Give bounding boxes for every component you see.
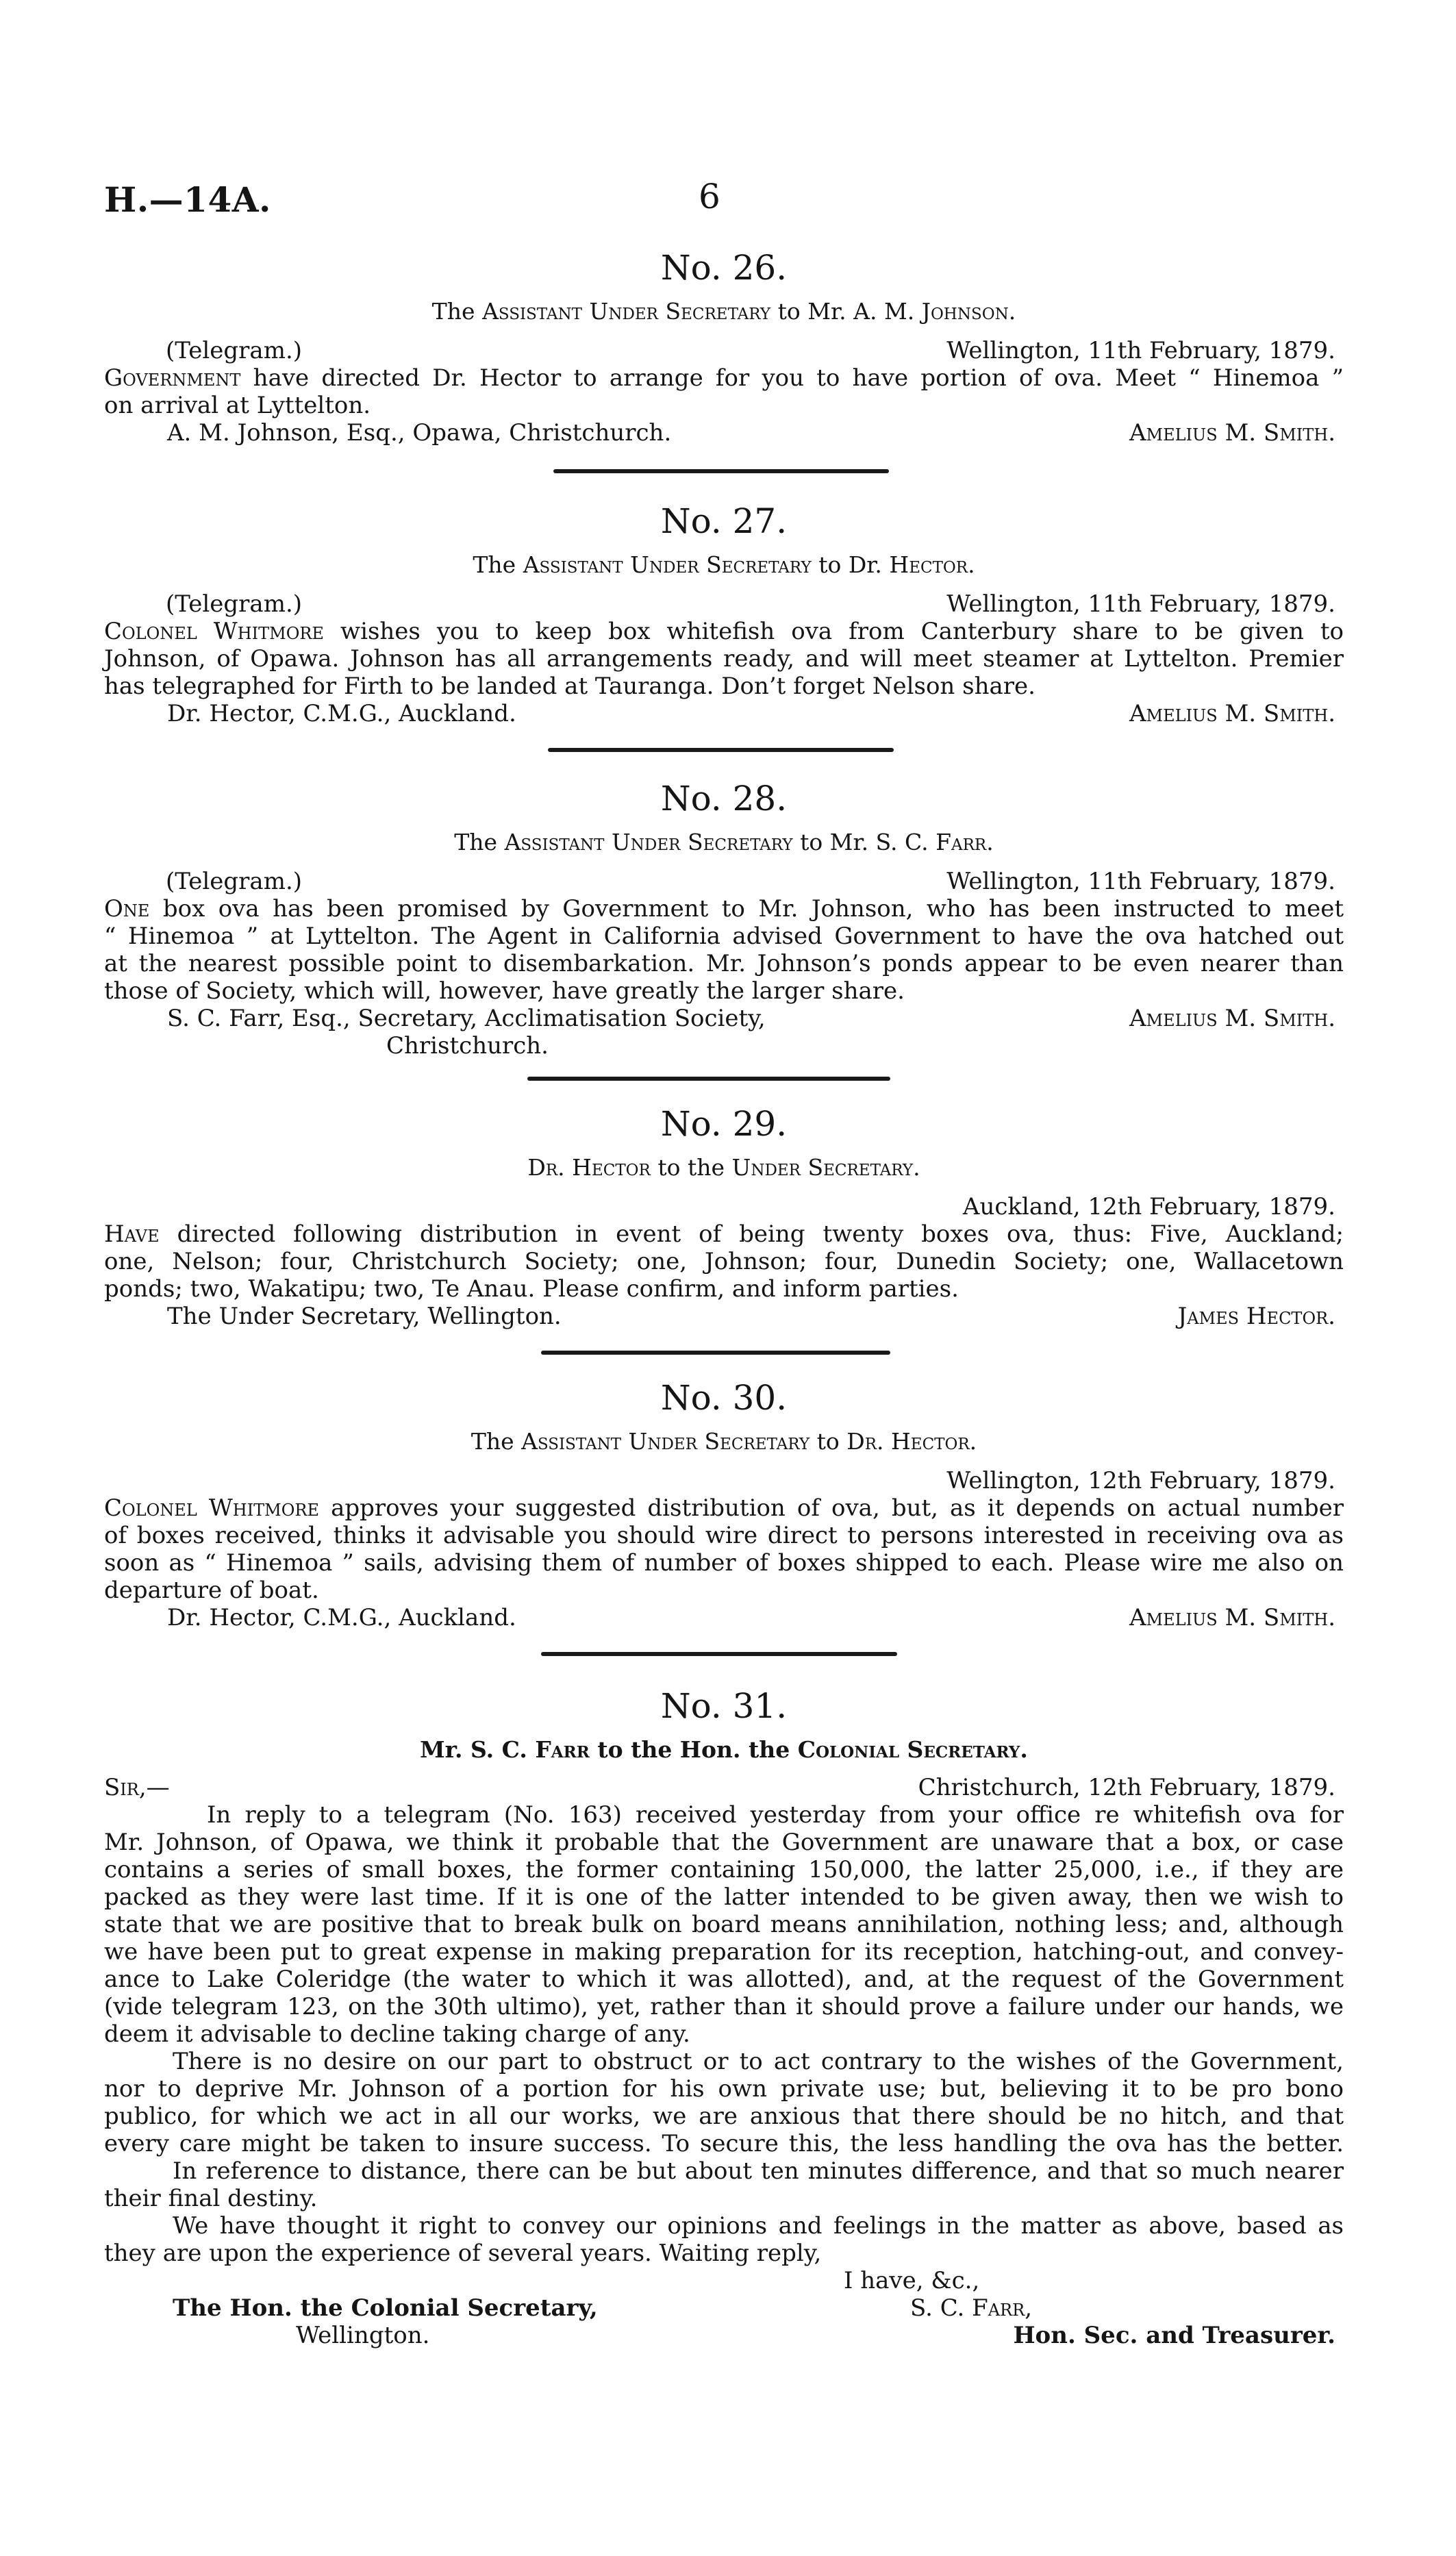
body-line: Colonel Whitmore approves your suggested distribution of ova, but, as it depends on actual number [104,1494,1344,1522]
section-divider [541,1351,890,1355]
body-line: Johnson, of Opawa. Johnson has all arrangements ready, and will meet steamer at Lyttelton. Premier [104,645,1344,673]
section-heading: No. 28. [660,779,788,818]
body-line: on arrival at Lyttelton. [104,392,371,419]
section-divider [541,1652,897,1656]
body-line: Have directed following distribution in event of being twenty boxes ova, thus: Five, Auckland; [104,1220,1344,1248]
letter-line: their final destiny. [104,2185,318,2212]
letter-line: In reply to a telegram (No. 163) received yesterday from your office re whitefish ova for [207,1801,1344,1829]
letter-line: (vide telegram 123, on the 30th ultimo), yet, rather than it should prove a failure under our hands, we [104,1993,1344,2020]
signature-row [104,419,1344,447]
letter-line: nor to deprive Mr. Johnson of a portion for his own private use; but, believing it to be pro bono [104,2075,1344,2103]
section-no-26 [104,248,1344,447]
letter-line: every care might be taken to insure success. To secure this, the less handling the ova has the better. [104,2130,1344,2157]
signature-row [104,1005,1344,1032]
addressee: Dr. Hector, C.M.G., Auckland. [167,1604,516,1631]
letter-line: There is no desire on our part to obstruct or to act contrary to the wishes of the Government, [173,2048,1344,2075]
section-title: The Assistant Under Secretary to Mr. A. M. Johnson. [431,298,1016,325]
section-title: Dr. Hector to the Under Secretary. [527,1154,920,1181]
body-line: Colonel Whitmore wishes you to keep box whitefish ova from Canterbury share to be given to [104,618,1344,645]
letter-line: ance to Lake Coleridge (the water to which it was allotted), and, at the request of the Government [104,1966,1344,1993]
section-no-29 [104,1104,1344,1330]
section-heading: No. 26. [660,248,788,288]
body-line: one, Nelson; four, Christchurch Society; one, Johnson; four, Dunedin Society; one, Wallacetown [104,1248,1344,1275]
signatory: Amelius M. Smith. [1129,1604,1335,1631]
section-no-30 [104,1378,1344,1631]
section-title: Mr. S. C. Farr to the Hon. the Colonial Secretary. [420,1736,1028,1763]
place-date: Wellington, 11th February, 1879. [946,590,1335,618]
page-number: 6 [699,177,720,216]
addressee-city: Wellington. [296,2322,430,2349]
letter-line: Mr. Johnson, of Opawa, we think it probable that the Government are unaware that a box, or case [104,1829,1344,1856]
letter-line: publico, for which we act in all our works, we are anxious that there should be no hitch, and that [104,2103,1344,2130]
section-heading: No. 31. [660,1686,788,1726]
signature-row [104,1604,1344,1631]
body-line: One box ova has been promised by Government to Mr. Johnson, who has been instructed to meet [104,895,1344,923]
body-line: of boxes received, thinks it advisable you should wire direct to persons interested in receiving ova as [104,1522,1344,1549]
signature-row [104,1303,1344,1330]
addressee: The Under Secretary, Wellington. [167,1303,562,1330]
place-date: Auckland, 12th February, 1879. [962,1193,1335,1220]
letter-line: In reference to distance, there can be but about ten minutes difference, and that so much nearer [173,2157,1344,2185]
addressee-city: Christchurch. [386,1032,549,1060]
addressee: The Hon. the Colonial Secretary, [173,2294,598,2322]
signature-row [104,2294,1344,2322]
letter-line: deem it advisable to decline taking charge of any. [104,2020,690,2048]
addressee: S. C. Farr, Esq., Secretary, Acclimatisation Society, [167,1005,766,1032]
signatory: Amelius M. Smith. [1129,419,1335,447]
section-no-28 [104,779,1344,1060]
signatory: Amelius M. Smith. [1129,1005,1335,1032]
addressee: Dr. Hector, C.M.G., Auckland. [167,700,516,727]
message-medium: (Telegram.) [166,868,303,895]
body-line: has telegraphed for Firth to be landed at Tauranga. Don’t forget Nelson share. [104,673,1035,700]
body-line: soon as “ Hinemoa ” sails, advising them of number of boxes shipped to each. Please wire me also on [104,1549,1344,1577]
signature-row [104,700,1344,727]
section-heading: No. 29. [660,1104,788,1144]
addressee: A. M. Johnson, Esq., Opawa, Christchurch. [167,419,672,447]
body-line: departure of boat. [104,1577,319,1604]
signature-row [104,2322,1344,2349]
message-medium: (Telegram.) [166,337,303,364]
place-date: Wellington, 12th February, 1879. [946,1467,1335,1494]
message-medium: (Telegram.) [166,590,303,618]
letter-line: we have been put to great expense in making preparation for its reception, hatching-out, and convey- [104,1938,1344,1966]
section-heading: No. 27. [660,501,788,541]
letter-meta [104,1774,1344,1801]
letter-line: contains a series of small boxes, the former containing 150,000, the latter 25,000, i.e., if they are [104,1856,1344,1883]
body-line: at the nearest possible point to disembarkation. Mr. Johnson’s ponds appear to be even nearer than [104,950,1344,977]
place-date: Wellington, 11th February, 1879. [946,337,1335,364]
signatory: Amelius M. Smith. [1129,700,1335,727]
section-divider [527,1077,890,1081]
message-meta [104,337,1344,364]
signatory: James Hector. [1177,1303,1335,1330]
body-line: Government have directed Dr. Hector to arrange for you to have portion of ova. Meet “ Hinemoa ” [104,364,1344,392]
section-divider [548,748,894,752]
place-date: Christchurch, 12th February, 1879. [918,1774,1335,1801]
body-line: ponds; two, Wakatipu; two, Te Anau. Please confirm, and inform parties. [104,1275,959,1303]
signatory-role: Hon. Sec. and Treasurer. [1013,2322,1335,2349]
message-meta [104,1193,1344,1220]
section-title: The Assistant Under Secretary to Mr. S. C. Farr. [454,829,994,855]
section-divider [553,469,889,473]
section-heading: No. 30. [660,1378,788,1418]
letter-line: they are upon the experience of several years. Waiting reply, [104,2240,822,2267]
place-date: Wellington, 11th February, 1879. [946,868,1335,895]
letter-line: packed as they were last time. If it is one of the latter intended to be given away, then we wish to [104,1883,1344,1911]
section-title: The Assistant Under Secretary to Dr. Hector. [473,551,975,578]
message-meta [104,1467,1344,1494]
salutation: Sir,— [104,1774,170,1801]
closing: I have, &c., [844,2267,980,2294]
message-meta [104,590,1344,618]
signatory: S. C. Farr, [910,2294,1032,2322]
message-meta [104,868,1344,895]
letter-line: state that we are positive that to break bulk on board means annihilation, nothing less; and, although [104,1911,1344,1938]
section-no-31 [104,1686,1344,2349]
letter-line: We have thought it right to convey our opinions and feelings in the matter as above, based as [173,2212,1344,2240]
document-reference: H.—14A. [104,179,271,220]
body-line: those of Society, which will, however, have greatly the larger share. [104,977,905,1005]
section-no-27 [104,501,1344,727]
section-title: The Assistant Under Secretary to Dr. Hector. [470,1428,977,1455]
body-line: “ Hinemoa ” at Lyttelton. The Agent in California advised Government to have the ova hatched out [104,923,1344,950]
